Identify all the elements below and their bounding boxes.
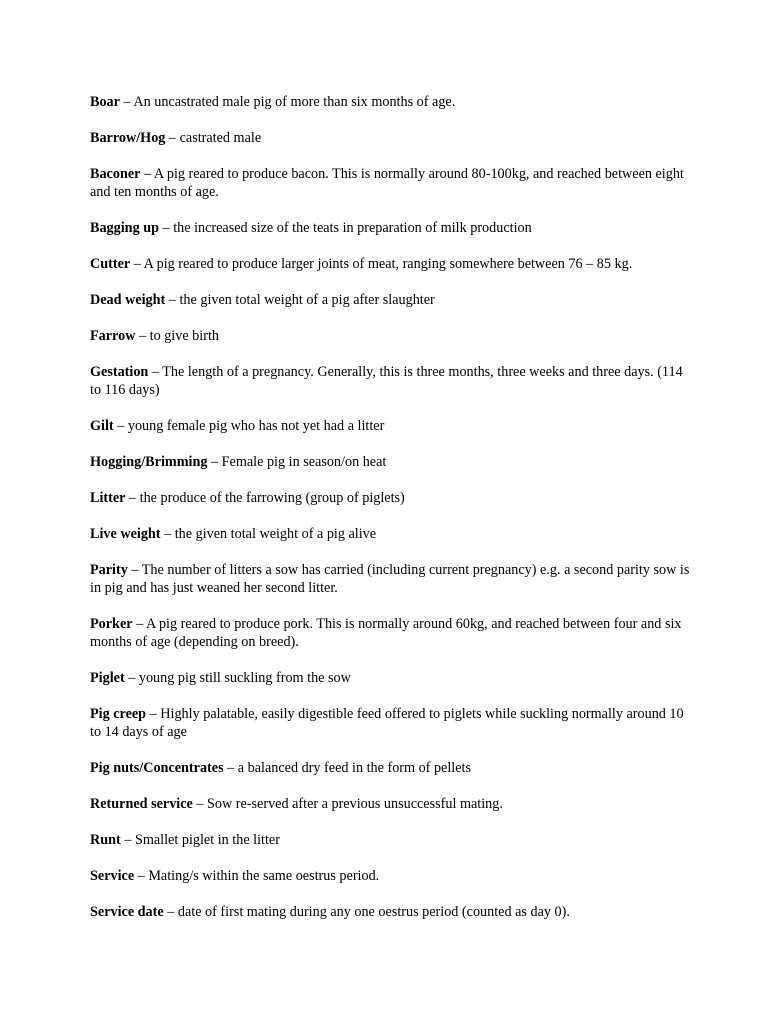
glossary-entry-boar xyxy=(90,93,690,111)
glossary-definition: date of first mating during any one oestrus period (counted as day 0). xyxy=(177,904,570,920)
glossary-term: Runt xyxy=(90,832,121,848)
glossary-entry-hogging-brimming xyxy=(90,453,690,471)
glossary-entry-cutter xyxy=(90,255,690,273)
glossary-entry-bagging-up xyxy=(90,219,690,237)
glossary-separator: – xyxy=(130,256,144,272)
glossary-entry-pig-nuts xyxy=(90,759,690,777)
glossary-term: Dead weight xyxy=(90,292,166,308)
glossary-definition: An uncastrated male pig of more than six months of age. xyxy=(133,94,456,110)
glossary-entry-piglet xyxy=(90,669,690,687)
glossary-definition: the increased size of the teats in preparation of milk production xyxy=(173,220,532,236)
glossary-term: Litter xyxy=(90,490,126,506)
glossary-definition: a balanced dry feed in the form of pellets xyxy=(237,760,471,776)
glossary-definition: A pig reared to produce larger joints of meat, ranging somewhere between 76 – 85 kg. xyxy=(143,256,633,272)
glossary-term: Live weight xyxy=(90,526,161,542)
glossary-separator: – xyxy=(163,904,178,920)
glossary-separator: – xyxy=(192,796,208,812)
glossary-entry-returned-service xyxy=(90,795,690,813)
glossary-separator: – xyxy=(146,706,161,722)
glossary-separator: – xyxy=(135,328,150,344)
glossary-separator: – xyxy=(165,292,180,308)
glossary-term: Porker xyxy=(90,616,133,632)
glossary-separator: – xyxy=(134,868,149,884)
glossary-separator: – xyxy=(207,454,222,470)
glossary-entry-litter xyxy=(90,489,690,507)
glossary-separator: – xyxy=(140,166,154,182)
glossary-definition: young pig still suckling from the sow xyxy=(138,670,351,686)
glossary-definition: A pig reared to produce bacon. This is normally around 80-100kg, and reached between eight and ten months of age. xyxy=(90,166,684,200)
glossary-page xyxy=(90,93,690,939)
glossary-separator: – xyxy=(124,670,139,686)
glossary-entry-dead-weight xyxy=(90,291,690,309)
glossary-entry-baconer xyxy=(90,165,690,201)
glossary-term: Parity xyxy=(90,562,128,578)
glossary-term: Gilt xyxy=(90,418,114,434)
glossary-term: Boar xyxy=(90,94,120,110)
glossary-definition: castrated male xyxy=(179,130,262,146)
glossary-separator: – xyxy=(113,418,128,434)
glossary-term: Pig nuts/Concentrates xyxy=(90,760,224,776)
glossary-separator: – xyxy=(119,94,134,110)
glossary-separator: – xyxy=(159,220,174,236)
glossary-entry-farrow xyxy=(90,327,690,345)
glossary-entry-gilt xyxy=(90,417,690,435)
glossary-definition: Female pig in season/on heat xyxy=(221,454,387,470)
glossary-definition: the produce of the farrowing (group of piglets) xyxy=(139,490,405,506)
glossary-definition: The length of a pregnancy. Generally, this is three months, three weeks and three days. (114 to 116 days) xyxy=(90,364,683,398)
glossary-entry-gestation xyxy=(90,363,690,399)
glossary-entry-pig-creep xyxy=(90,705,690,741)
glossary-definition: Sow re-served after a previous unsuccessful mating. xyxy=(207,796,503,812)
glossary-definition: The number of litters a sow has carried (including current pregnancy) e.g. a second parity sow is in pig and has just weaned her second litter. xyxy=(90,562,690,596)
glossary-term: Farrow xyxy=(90,328,136,344)
glossary-term: Hogging/Brimming xyxy=(90,454,208,470)
glossary-separator: – xyxy=(132,616,146,632)
glossary-term: Bagging up xyxy=(90,220,159,236)
glossary-definition: Mating/s within the same oestrus period. xyxy=(148,868,380,884)
glossary-entry-porker xyxy=(90,615,690,651)
glossary-separator: – xyxy=(160,526,175,542)
glossary-definition: Highly palatable, easily digestible feed offered to piglets while suckling normally around 10 to 14 days of age xyxy=(90,706,684,740)
glossary-term: Gestation xyxy=(90,364,149,380)
glossary-separator: – xyxy=(223,760,238,776)
glossary-entry-barrow-hog xyxy=(90,129,690,147)
glossary-separator: – xyxy=(148,364,163,380)
glossary-definition: Smallet piglet in the litter xyxy=(134,832,280,848)
glossary-entry-service-date xyxy=(90,903,690,921)
glossary-separator: – xyxy=(125,490,140,506)
glossary-term: Baconer xyxy=(90,166,141,182)
glossary-separator: – xyxy=(127,562,142,578)
glossary-definition: young female pig who has not yet had a litter xyxy=(127,418,385,434)
glossary-definition: the given total weight of a pig alive xyxy=(174,526,377,542)
glossary-term: Service xyxy=(90,868,135,884)
glossary-term: Pig creep xyxy=(90,706,147,722)
glossary-separator: – xyxy=(120,832,135,848)
glossary-entry-parity xyxy=(90,561,690,597)
glossary-term: Cutter xyxy=(90,256,131,272)
glossary-separator: – xyxy=(165,130,180,146)
glossary-term: Barrow/Hog xyxy=(90,130,166,146)
glossary-term: Returned service xyxy=(90,796,193,812)
glossary-entry-service xyxy=(90,867,690,885)
glossary-definition: to give birth xyxy=(149,328,219,344)
glossary-term: Service date xyxy=(90,904,164,920)
glossary-definition: A pig reared to produce pork. This is normally around 60kg, and reached between four and six months of age (depending on breed). xyxy=(90,616,682,650)
glossary-entry-runt xyxy=(90,831,690,849)
glossary-term: Piglet xyxy=(90,670,125,686)
glossary-definition: the given total weight of a pig after slaughter xyxy=(179,292,435,308)
glossary-entry-live-weight xyxy=(90,525,690,543)
